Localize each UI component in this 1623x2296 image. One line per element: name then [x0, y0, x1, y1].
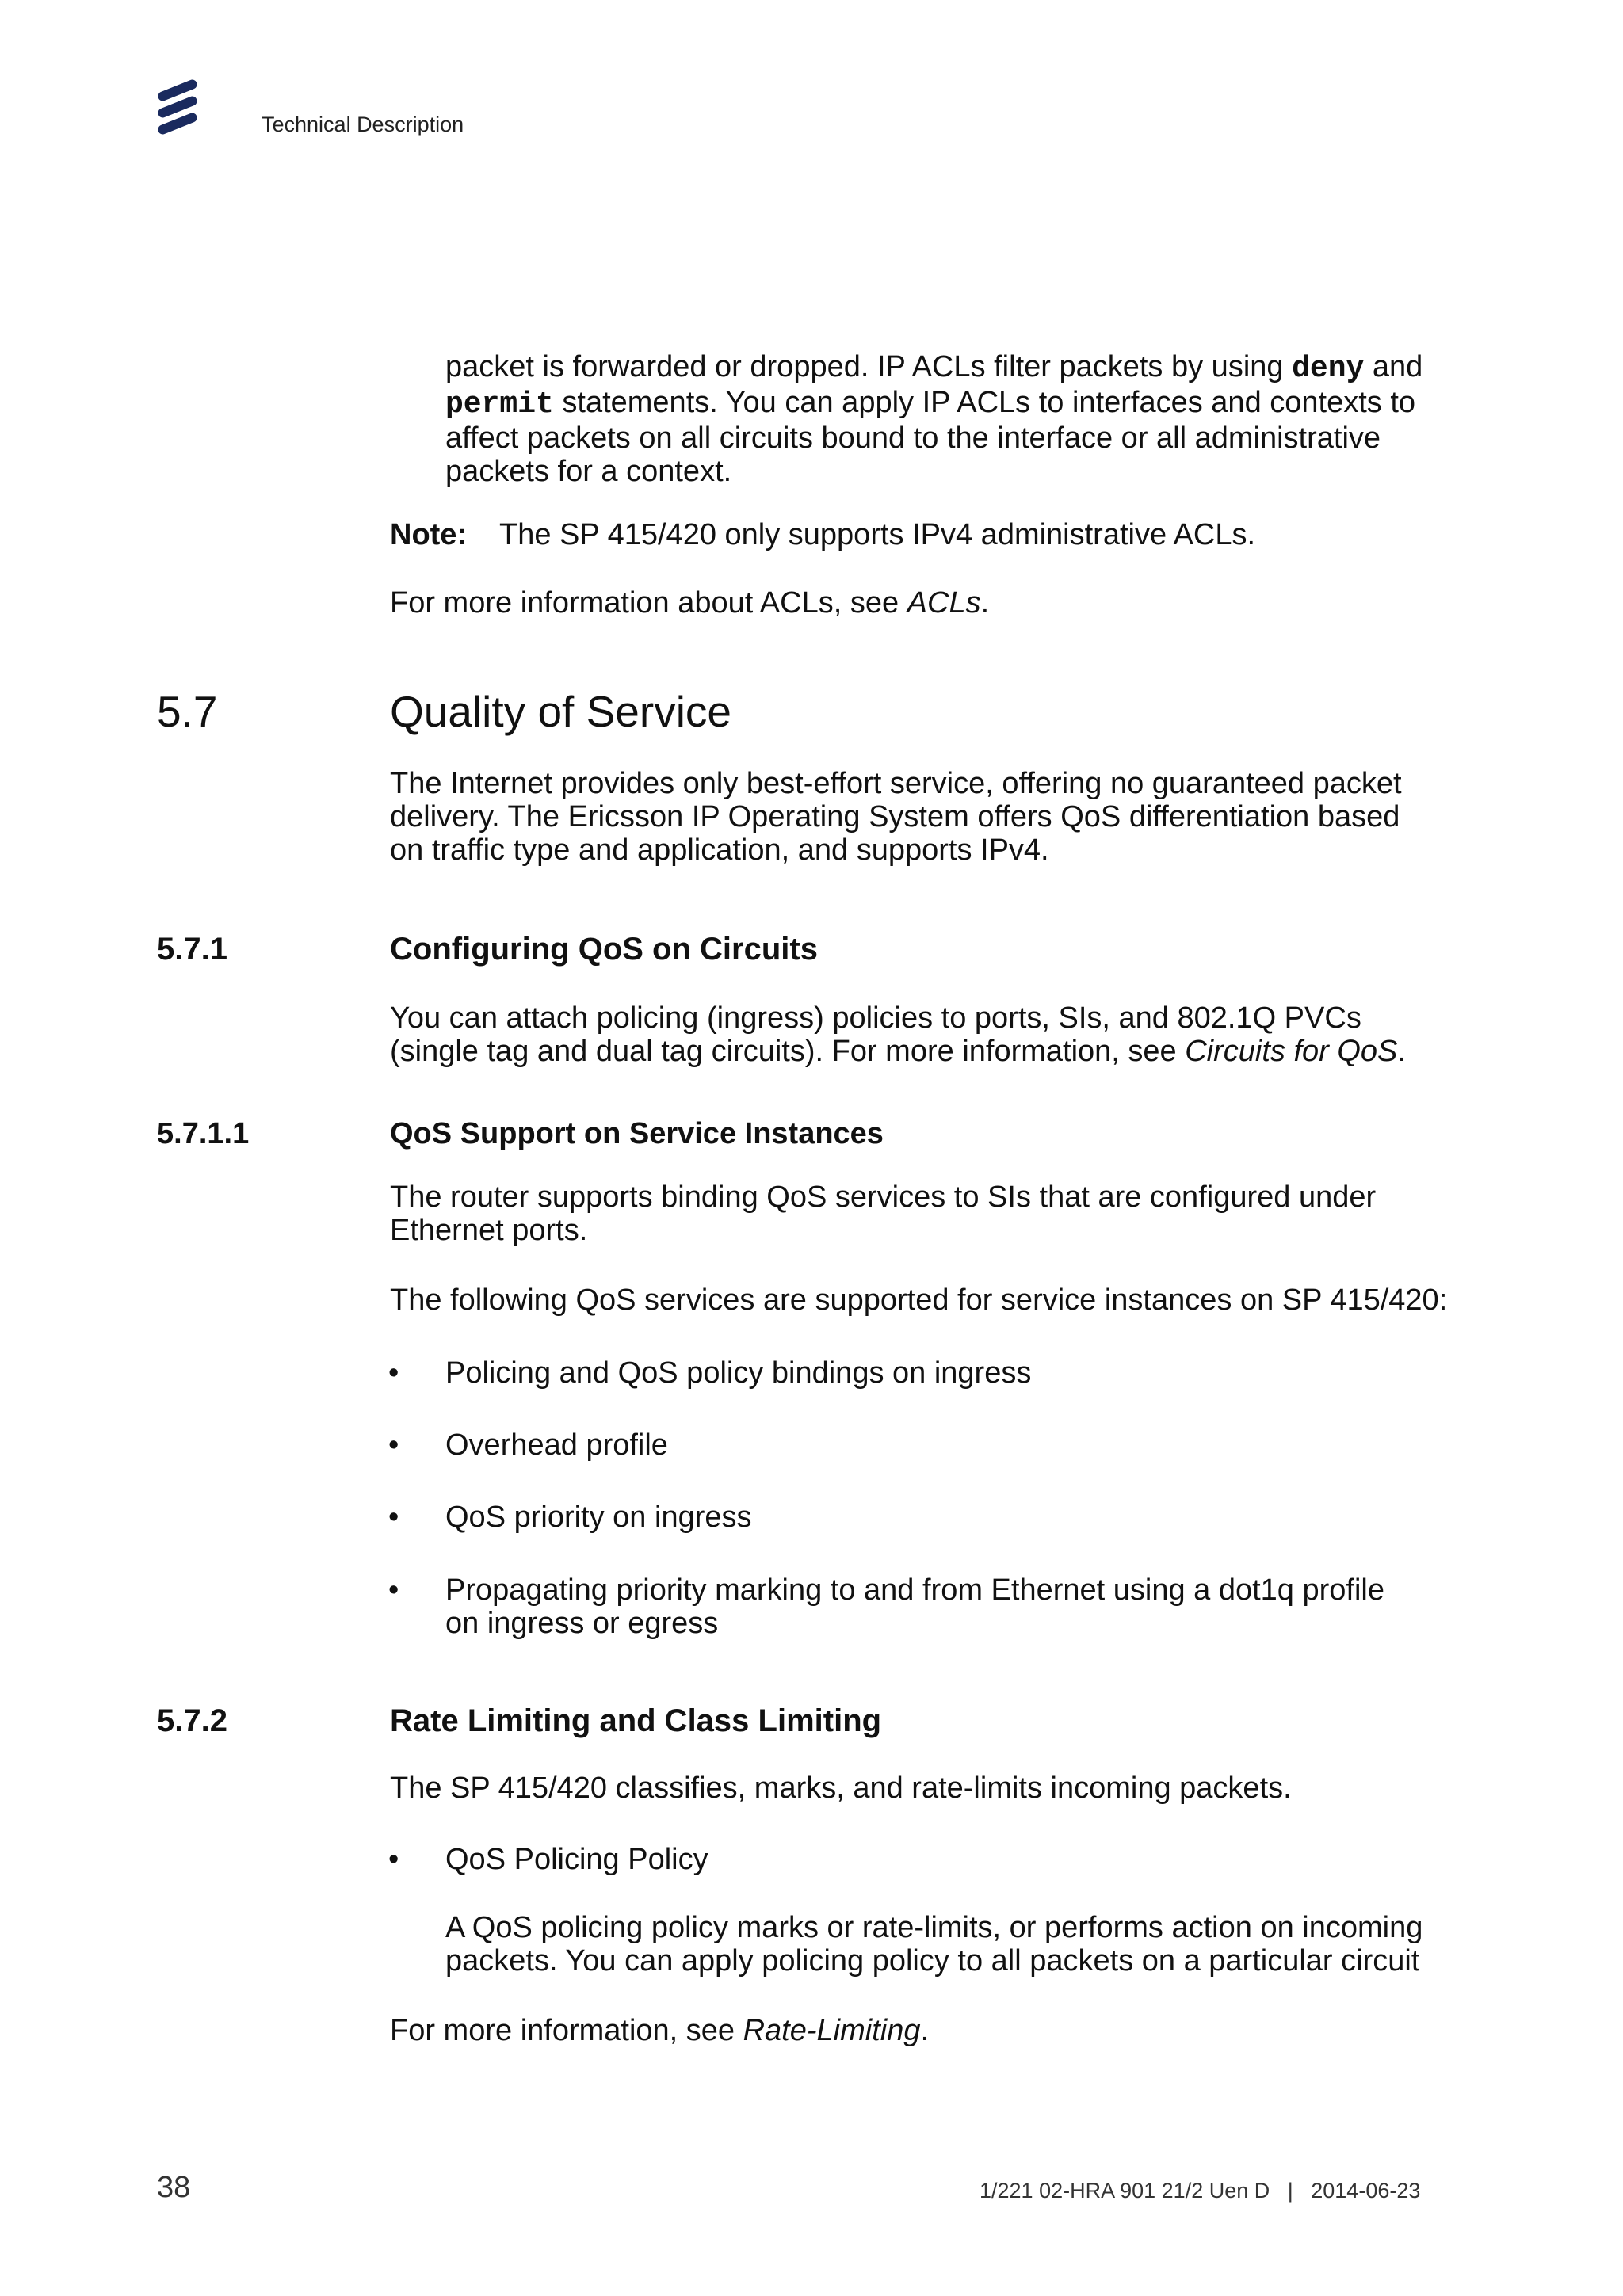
section-5-7-paragraph: The Internet provides only best-effort service, offering no guaranteed packet delivery. The Ericsson IP Operating System offers QoS differentiation based on traffic type and application, and supports IPv4. [390, 767, 1402, 867]
section-5-7-1-1-paragraph-2: The following QoS services are supported for service instances on SP 415/420: [390, 1283, 1448, 1317]
rate-limiting-link[interactable]: Rate-Limiting [743, 2014, 921, 2047]
bullet-mark: • [388, 1356, 399, 1390]
section-title-5-7-1: Configuring QoS on Circuits [390, 932, 818, 967]
acl-more-info: For more information about ACLs, see ACLs. [390, 586, 990, 620]
header-title: Technical Description [262, 113, 464, 136]
rate-limiting-more-info: For more information, see Rate-Limiting. [390, 2014, 930, 2047]
section-title-5-7: Quality of Service [390, 687, 732, 736]
section-5-7-1-1-paragraph-1: The router supports binding QoS services to SIs that are configured under Ethernet ports. [390, 1180, 1377, 1247]
circuits-for-qos-link[interactable]: Circuits for QoS [1185, 1035, 1398, 1068]
bullet-mark: • [388, 1501, 399, 1534]
section-5-7-2-paragraph: The SP 415/420 classifies, marks, and rate-limits incoming packets. [390, 1772, 1292, 1805]
section-title-5-7-2: Rate Limiting and Class Limiting [390, 1703, 882, 1738]
note-label: Note: [390, 518, 468, 551]
list-item: Propagating priority marking to and from Ethernet using a dot1q profile on ingress or egress [445, 1573, 1384, 1640]
intro-paragraph: packet is forwarded or dropped. IP ACLs filter packets by using deny and permit statements. You can apply IP ACLs to interfaces and contexts to affect packets on all circuits bound to the interface or all administrative packets for a context. [445, 350, 1423, 488]
page-number: 38 [157, 2171, 191, 2204]
list-item: QoS priority on ingress [445, 1501, 752, 1534]
bullet-mark: • [388, 1573, 399, 1607]
acls-link[interactable]: ACLs [907, 586, 981, 620]
ericsson-logo-icon [155, 78, 200, 136]
code-deny: deny [1292, 352, 1365, 386]
note-text: The SP 415/420 only supports IPv4 administrative ACLs. [499, 518, 1256, 551]
section-number-5-7-1: 5.7.1 [157, 932, 227, 967]
list-item: Overhead profile [445, 1428, 668, 1462]
document-reference: 1/221 02-HRA 901 21/2 Uen D | 2014-06-23 [980, 2179, 1421, 2203]
code-permit: permit [445, 387, 554, 421]
bullet-mark: • [388, 1843, 399, 1876]
section-number-5-7: 5.7 [157, 687, 218, 736]
section-5-7-1-paragraph: You can attach policing (ingress) policies to ports, SIs, and 802.1Q PVCs (single tag and dual tag circuits). For more information, see Circuits for QoS. [390, 1001, 1406, 1068]
bullet-mark: • [388, 1428, 399, 1462]
section-number-5-7-1-1: 5.7.1.1 [157, 1117, 250, 1150]
policing-policy-description: A QoS policing policy marks or rate-limits, or performs action on incoming packets. You can apply policing policy to all packets on a particular circuit [445, 1911, 1423, 1978]
section-number-5-7-2: 5.7.2 [157, 1703, 227, 1738]
list-item: Policing and QoS policy bindings on ingress [445, 1356, 1032, 1390]
list-item: QoS Policing Policy [445, 1843, 708, 1876]
section-title-5-7-1-1: QoS Support on Service Instances [390, 1117, 884, 1150]
